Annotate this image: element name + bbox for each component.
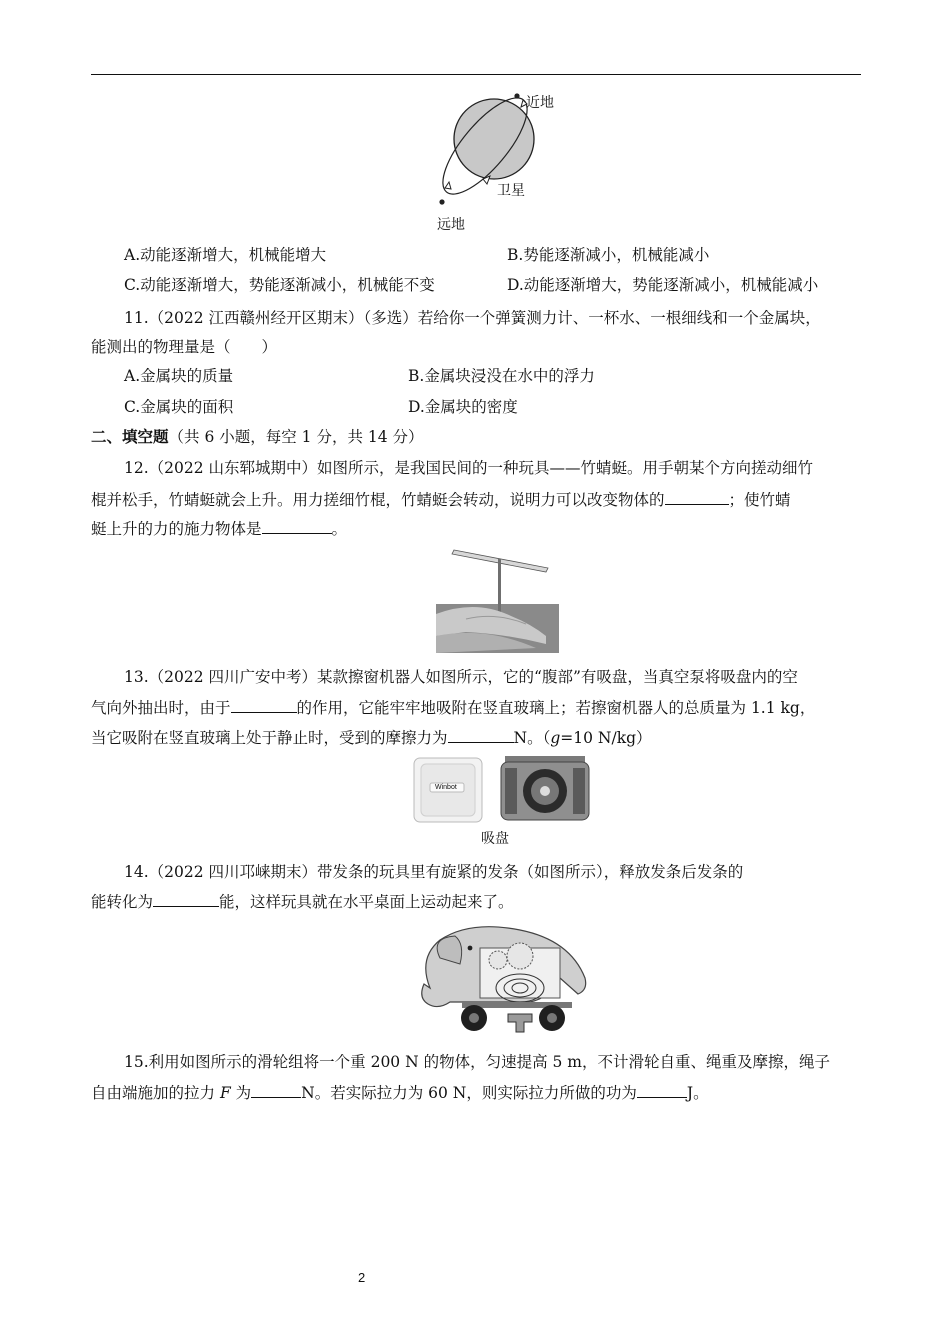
- q13-blank-2[interactable]: [448, 726, 514, 743]
- q13-line2-tail: 的作用，它能牢牢地吸附在竖直玻璃上；若擦窗机器人的总质量为 1.1 kg，: [296, 699, 816, 717]
- page-number: 2: [358, 1270, 366, 1285]
- q12-blank-2[interactable]: [262, 517, 332, 534]
- q15-line2-mid: 为: [230, 1084, 252, 1102]
- q15-force-symbol: F: [219, 1084, 231, 1102]
- satellite-orbit-figure: [425, 84, 575, 234]
- q14-line2-text: 能转化为: [91, 893, 154, 911]
- q12-line2-text: 棍并松手，竹蜻蜓就会上升。用力搓细竹棍，竹蜻蜓会转动，说明力可以改变物体的: [91, 491, 665, 509]
- satellite-label: 卫星: [497, 183, 525, 199]
- header-rule: [91, 74, 861, 75]
- q14-line2: [91, 890, 514, 913]
- perigee-label: 近地: [526, 95, 554, 111]
- q15-line1: 15.利用如图所示的滑轮组将一个重 200 N 的物体，匀速提高 5 m，不计滑轮自重、绳重及摩擦，绳子: [124, 1053, 830, 1071]
- q12-blank-1[interactable]: [665, 488, 729, 505]
- q13-gravity-symbol: g: [550, 729, 561, 747]
- q13-line3-text: 当它吸附在竖直玻璃上处于静止时，受到的摩擦力为: [91, 729, 448, 747]
- q11-option-c: C.金属块的面积: [124, 398, 234, 416]
- section-heading: [91, 426, 424, 448]
- q15-blank-2[interactable]: [637, 1081, 687, 1098]
- q12-line3: [91, 517, 347, 540]
- q15-line2-tail: J。: [686, 1084, 709, 1102]
- q11-stem-line1: 11.（2022 江西赣州经开区期末）（多选）若给你一个弹簧测力计、一杯水、一根细线和一个金属块，: [124, 309, 821, 327]
- q15-blank-1[interactable]: [251, 1081, 301, 1098]
- q10-option-c: C.动能逐渐增大，势能逐渐减小，机械能不变: [124, 276, 435, 294]
- q12-line2: [91, 488, 791, 511]
- q12-line3-tail: 。: [331, 520, 348, 538]
- q13-line2: [91, 696, 815, 719]
- q15-line2: [91, 1081, 709, 1104]
- q13-blank-1[interactable]: [231, 696, 297, 713]
- q15-line2-text: 自由端施加的拉力: [91, 1084, 220, 1102]
- section-title: 二、填空题: [91, 427, 169, 446]
- q11-option-d: D.金属块的密度: [408, 398, 518, 416]
- q14-blank-1[interactable]: [153, 890, 219, 907]
- apogee-label: 远地: [437, 217, 465, 233]
- q12-line1: 12.（2022 山东郓城期中）如图所示，是我国民间的一种玩具——竹蜻蜓。用手朝某个方向搓动细竹: [124, 459, 814, 477]
- q12-line3-text: 蜓上升的力的施力物体是: [91, 520, 262, 538]
- q10-option-a: A.动能逐渐增大，机械能增大: [124, 246, 327, 264]
- section-note: （共 6 小题，每空 1 分，共 14 分）: [168, 428, 424, 446]
- q11-option-b: B.金属块浸没在水中的浮力: [408, 367, 595, 385]
- q11-stem-line2: 能测出的物理量是（ ）: [91, 338, 278, 356]
- q10-option-d: D.动能逐渐增大，势能逐渐减小，机械能减小: [507, 276, 819, 294]
- q14-line1: 14.（2022 四川邛崃期末）带发条的玩具里有旋紧的发条（如图所示），释放发条后发条的: [124, 863, 744, 881]
- q12-line2-tail: ；使竹蜻: [728, 491, 791, 509]
- clockwork-toy-figure: [410, 918, 590, 1038]
- q13-line2-text: 气向外抽出时，由于: [91, 699, 231, 717]
- q13-line1: 13.（2022 四川广安中考）某款擦窗机器人如图所示，它的“腹部”有吸盘，当真空泵将吸盘内的空: [124, 668, 798, 686]
- suction-cup-label: 吸盘: [481, 831, 509, 847]
- bamboo-dragonfly-photo: [436, 544, 559, 653]
- q15-line2-mid2: N。若实际拉力为 60 N，则实际拉力所做的功为: [301, 1084, 637, 1102]
- window-robot-figure: [413, 756, 593, 848]
- q11-option-a: A.金属块的质量: [124, 367, 234, 385]
- q13-line3: [91, 726, 652, 749]
- robot-brand-text: Winbot: [435, 784, 457, 791]
- q14-line2-tail: 能，这样玩具就在水平桌面上运动起来了。: [219, 893, 514, 911]
- q13-line3-tail: =10 N/kg）: [560, 729, 652, 747]
- q10-option-b: B.势能逐渐减小，机械能减小: [507, 246, 710, 264]
- q13-line3-mid: N。（: [513, 729, 551, 747]
